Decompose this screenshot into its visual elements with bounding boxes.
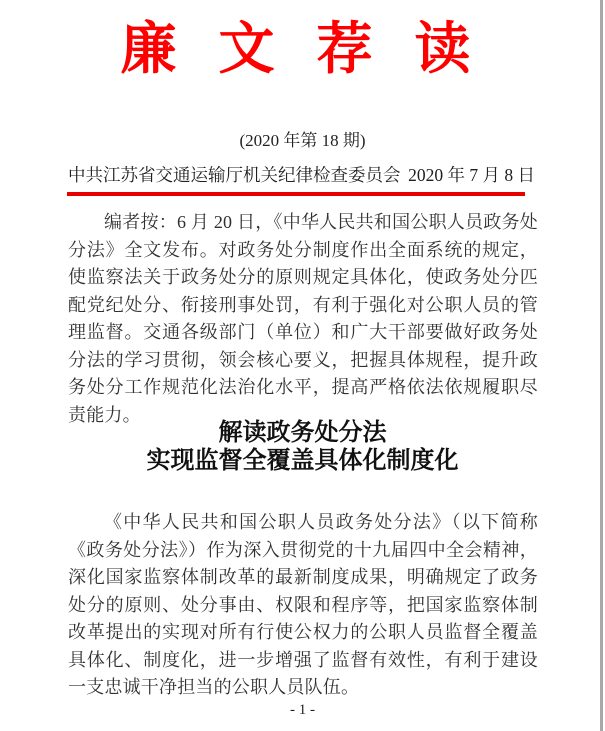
article-title-line2: 实现监督全覆盖具体化制度化: [146, 448, 459, 474]
issue-number-line: (2020 年第 18 期): [239, 131, 366, 150]
article-title-line1: 解读政务处分法: [218, 420, 387, 446]
editor-note-paragraph: 编者按：6 月 20 日，《中华人民共和国公职人员政务处分法》全文发布。对政务处分制度作出全面系统的规定，使监察法关于政务处分的原则规定具体化，使政务处分匹配党纪处分、衔接刑事处罚，有利于强化对公职人员的管理监督。交通各级部门（单位）和广大干部要做好政务处分法的学习贯彻，领会核心要义，把握具体规程，提升政务处分工作规范化法治化水平，提高严格依法依规履职尽责能力。: [68, 212, 538, 425]
publisher-name: 中共江苏省交通运输厅机关纪律检查委员会: [68, 165, 401, 185]
publisher-row: [68, 163, 537, 187]
article-title: [0, 419, 605, 475]
article-body-paragraph: 《中华人民共和国公职人员政务处分法》（以下简称《政务处分法》）作为深入贯彻党的十九届四中全会精神，深化国家监察体制改革的最新制度成果，明确规定了政务处分的原则、处分事由、权限和程序等，把国家监察体制改革提出的实现对所有行使公权力的公职人员监督全覆盖具体化、制度化，进一步增强了监督有效性，有利于建设一支忠诚干净担当的公职人员队伍。: [68, 512, 538, 697]
page-edge-shadow: [600, 0, 603, 731]
page-number: - 1 -: [290, 702, 315, 718]
red-divider-rule: [67, 192, 525, 196]
issue-date: 2020 年 7 月 8 日: [408, 165, 535, 185]
masthead-title: 廉 文 荐 读: [120, 19, 485, 81]
